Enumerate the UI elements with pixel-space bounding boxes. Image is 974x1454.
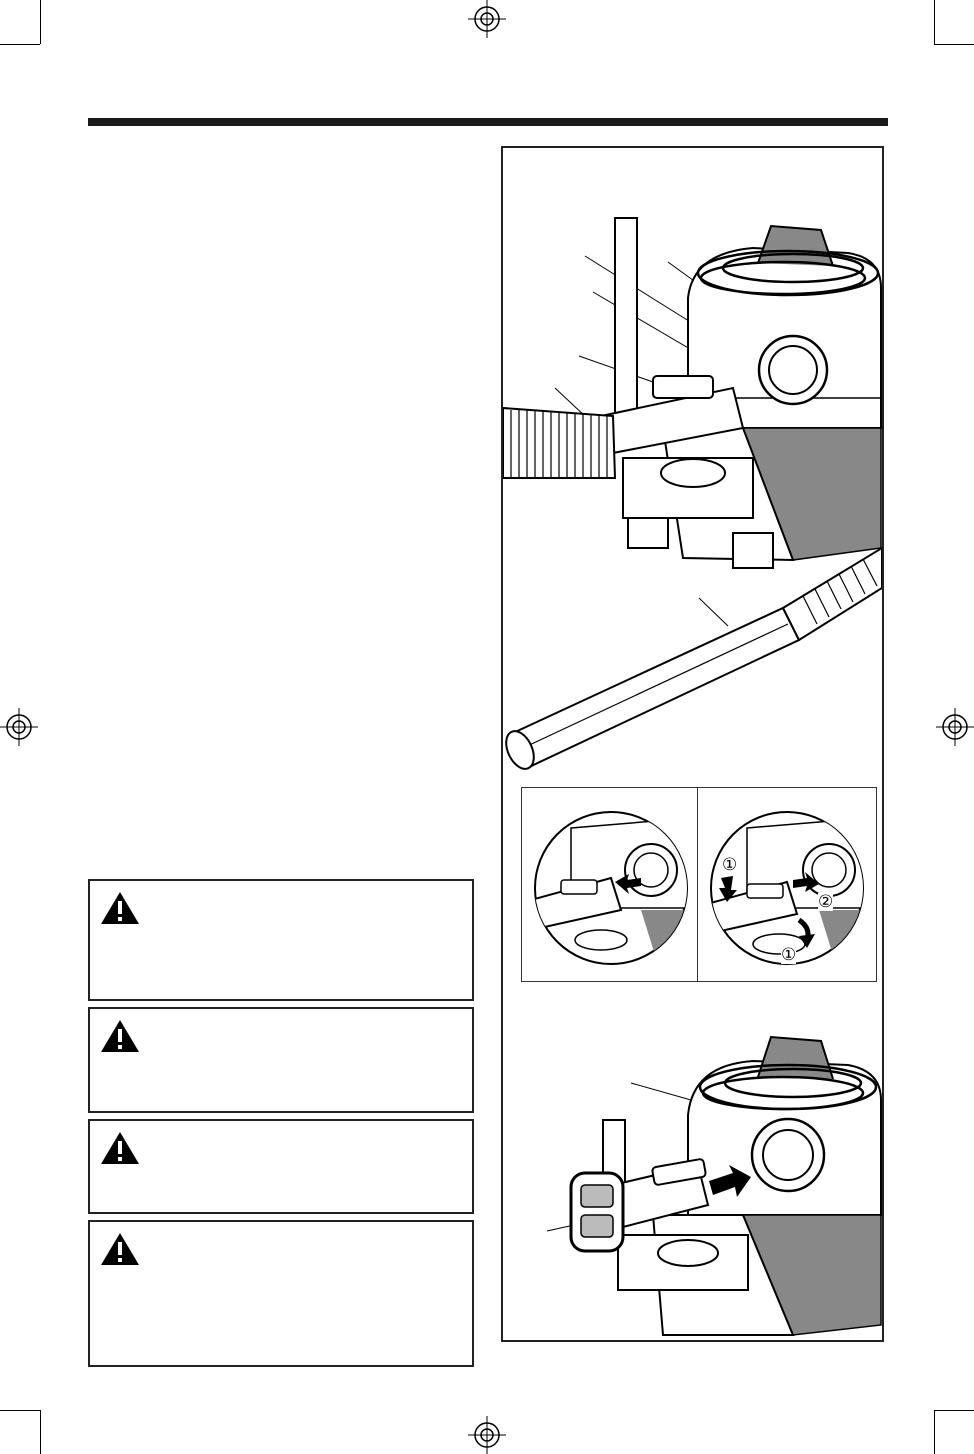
inset-divider	[697, 787, 698, 982]
warning-triangle-icon	[100, 1232, 140, 1266]
warning-box-4	[88, 1220, 474, 1367]
crop-mark-top-left-v	[40, 0, 41, 44]
registration-mark-icon	[936, 708, 974, 746]
crop-mark-bottom-left-h	[0, 1410, 40, 1411]
crop-mark-bottom-right-v	[934, 1410, 935, 1454]
illustration-blower-attachment	[503, 995, 882, 1340]
crop-mark-top-left-h	[0, 44, 40, 45]
warning-triangle-icon	[100, 1131, 140, 1165]
warning-triangle-icon	[100, 891, 140, 925]
inset-attach-hose	[531, 808, 691, 968]
crop-mark-top-right-v	[934, 0, 935, 44]
warning-box-3	[88, 1119, 474, 1214]
step-one-callout-a: ①	[722, 855, 738, 874]
warning-triangle-icon	[100, 1019, 140, 1053]
registration-mark-icon	[468, 1416, 506, 1454]
step-one-callout-b: ①	[781, 945, 797, 964]
inset-remove-hose	[707, 808, 867, 968]
warning-box-1	[88, 879, 474, 1001]
illustration-vacuum-hose-attached	[503, 148, 882, 788]
warning-box-2	[88, 1007, 474, 1113]
registration-mark-icon	[0, 708, 38, 746]
registration-mark-icon	[468, 0, 506, 38]
crop-mark-bottom-left-v	[40, 1410, 41, 1454]
header-rule	[88, 118, 888, 126]
crop-mark-top-right-h	[934, 44, 974, 45]
step-two-callout: ②	[818, 892, 834, 911]
crop-mark-bottom-right-h	[934, 1410, 974, 1411]
